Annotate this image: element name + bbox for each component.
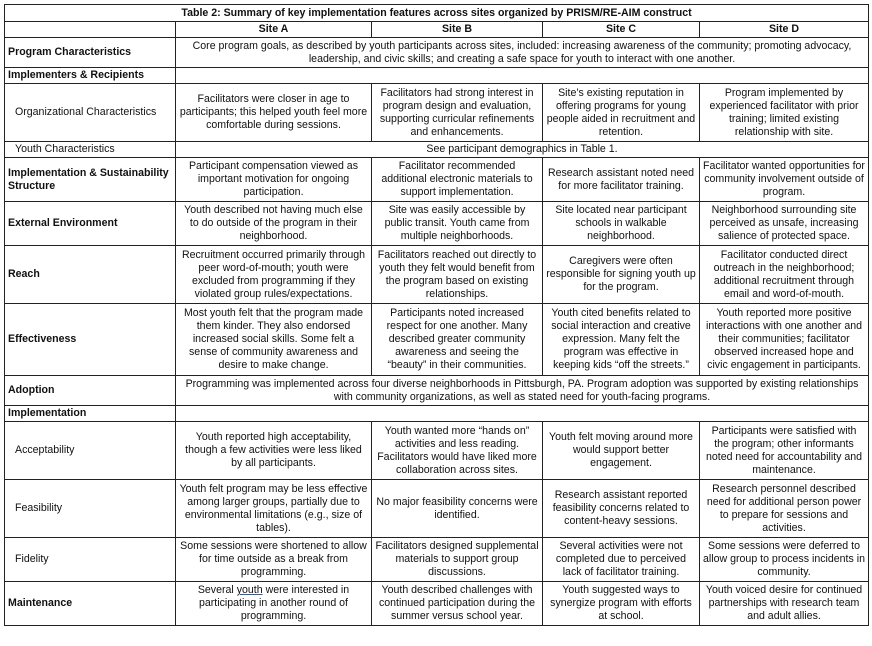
row-adoption	[5, 376, 869, 406]
cell-site-a: Youth reported high acceptability, though a few activities were less liked by all participants.	[176, 422, 372, 480]
row-implementers-recipients	[5, 68, 869, 84]
cell-site-a: Facilitators were closer in age to participants; this helped youth feel more comfortable during sessions.	[176, 84, 372, 142]
cell-site-b: Facilitator recommended additional electronic materials to support implementation.	[372, 158, 543, 202]
row-label: Organizational Characteristics	[5, 84, 176, 142]
cell-site-b: Participants noted increased respect for one another. Many described greater community awareness and seeing the “beauty” in their communities.	[372, 304, 543, 376]
row-youth-characteristics	[5, 142, 869, 158]
cell-site-c: Youth suggested ways to synergize program with efforts at school.	[543, 582, 700, 626]
cell-site-d: Research personnel described need for additional person power to prepare for sessions and activities.	[700, 480, 869, 538]
row-program-characteristics	[5, 38, 869, 68]
row-label: Effectiveness	[5, 304, 176, 376]
cell-site-b: Facilitators reached out directly to youth they felt would benefit from the program based on existing relationships.	[372, 246, 543, 304]
cell-site-c: Research assistant noted need for more facilitator training.	[543, 158, 700, 202]
row-organizational-characteristics	[5, 84, 869, 142]
cell-site-d: Youth reported more positive interactions with one another and their communities; facilitator observed increased hope and civic engagement in participants.	[700, 304, 869, 376]
cell-site-a: Some sessions were shortened to allow for time outside as a break from programming.	[176, 538, 372, 582]
header-site-d: Site D	[700, 22, 869, 38]
cell-site-d: Facilitator wanted opportunities for community involvement outside of program.	[700, 158, 869, 202]
span-cell: Core program goals, as described by youth participants across sites, included: increasing awareness of the community; promoting advocacy, leadership, and civic skills; and creating a safe space for youth to interact with one another.	[176, 38, 869, 68]
underlined-word: youth	[236, 584, 263, 596]
cell-site-b: Facilitators designed supplemental materials to support group discussions.	[372, 538, 543, 582]
row-label: External Environment	[5, 202, 176, 246]
cell-site-b: No major feasibility concerns were identified.	[372, 480, 543, 538]
span-cell: Programming was implemented across four diverse neighborhoods in Pittsburgh, PA. Program adoption was supported by existing relationships with community organizations, as well as stated need for youth-facing programs.	[176, 376, 869, 406]
row-label: Implementers & Recipients	[5, 68, 176, 84]
text-segment: were interested in participating in another round of programming.	[198, 584, 350, 622]
summary-table	[4, 4, 869, 626]
cell-site-c: Youth cited benefits related to social interaction and creative expression. Many felt the program was effective in keeping kids “off the streets.”	[543, 304, 700, 376]
cell-site-c: Research assistant reported feasibility concerns related to content-heavy sessions.	[543, 480, 700, 538]
header-site-b: Site B	[372, 22, 543, 38]
cell-site-b: Youth described challenges with continued participation during the summer versus school year.	[372, 582, 543, 626]
header-site-c: Site C	[543, 22, 700, 38]
cell-site-c: Caregivers were often responsible for signing youth up for the program.	[543, 246, 700, 304]
row-label: Acceptability	[5, 422, 176, 480]
cell-site-c: Site’s existing reputation in offering programs for young people aided in recruitment and retention.	[543, 84, 700, 142]
header-row	[5, 22, 869, 38]
row-implementation-sustainability	[5, 158, 869, 202]
cell-site-d: Participants were satisfied with the program; other informants noted need for accountability and maintenance.	[700, 422, 869, 480]
cell-site-b: Facilitators had strong interest in program design and evaluation, supporting curricular refinements and enhancements.	[372, 84, 543, 142]
cell-site-a: Most youth felt that the program made them kinder. They also endorsed increased social skills. Some felt a sense of community awareness and desire to make change.	[176, 304, 372, 376]
row-implementation	[5, 406, 869, 422]
cell-site-c: Youth felt moving around more would support better engagement.	[543, 422, 700, 480]
header-site-a: Site A	[176, 22, 372, 38]
cell-site-a: Recruitment occurred primarily through peer word-of-mouth; youth were excluded from programming if they violated group rules/expectations.	[176, 246, 372, 304]
cell-site-a: Youth described not having much else to do outside of the program in their neighborhood.	[176, 202, 372, 246]
cell-site-d: Program implemented by experienced facilitator with prior training; limited existing relationship with site.	[700, 84, 869, 142]
row-label: Reach	[5, 246, 176, 304]
cell-site-b: Youth wanted more “hands on” activities and less reading. Facilitators would have liked more collaboration across sites.	[372, 422, 543, 480]
empty-span-cell	[176, 68, 869, 84]
row-label: Fidelity	[5, 538, 176, 582]
cell-site-d: Some sessions were deferred to allow group to process incidents in community.	[700, 538, 869, 582]
text-segment: Several	[197, 584, 234, 596]
cell-site-a: Participant compensation viewed as important motivation for ongoing participation.	[176, 158, 372, 202]
cell-site-c: Site located near participant schools in walkable neighborhood.	[543, 202, 700, 246]
cell-site-d: Neighborhood surrounding site perceived as unsafe, increasing salience of protected space.	[700, 202, 869, 246]
table-wrapper	[4, 4, 869, 626]
row-fidelity	[5, 538, 869, 582]
cell-site-b: Site was easily accessible by public transit. Youth came from multiple neighborhoods.	[372, 202, 543, 246]
row-label: Adoption	[5, 376, 176, 406]
cell-site-d: Facilitator conducted direct outreach in the neighborhood; additional recruitment through email and word-of-mouth.	[700, 246, 869, 304]
row-label: Youth Characteristics	[5, 142, 176, 158]
row-reach	[5, 246, 869, 304]
row-effectiveness	[5, 304, 869, 376]
title-row	[5, 5, 869, 22]
cell-site-c: Several activities were not completed due to perceived lack of facilitator training.	[543, 538, 700, 582]
table-title: Table 2: Summary of key implementation features across sites organized by PRISM/RE-AIM construct	[5, 5, 869, 22]
row-external-environment	[5, 202, 869, 246]
span-cell: See participant demographics in Table 1.	[176, 142, 869, 158]
row-feasibility	[5, 480, 869, 538]
row-acceptability	[5, 422, 869, 480]
cell-site-d: Youth voiced desire for continued partnerships with research team and adult allies.	[700, 582, 869, 626]
row-label: Program Characteristics	[5, 38, 176, 68]
cell-site-a	[176, 582, 372, 626]
row-label: Feasibility	[5, 480, 176, 538]
row-label: Implementation	[5, 406, 176, 422]
row-maintenance	[5, 582, 869, 626]
row-label: Maintenance	[5, 582, 176, 626]
empty-span-cell	[176, 406, 869, 422]
cell-site-a: Youth felt program may be less effective among larger groups, partially due to environmental limitations (e.g., size of tables).	[176, 480, 372, 538]
row-label: Implementation & Sustainability Structure	[5, 158, 176, 202]
header-empty	[5, 22, 176, 38]
